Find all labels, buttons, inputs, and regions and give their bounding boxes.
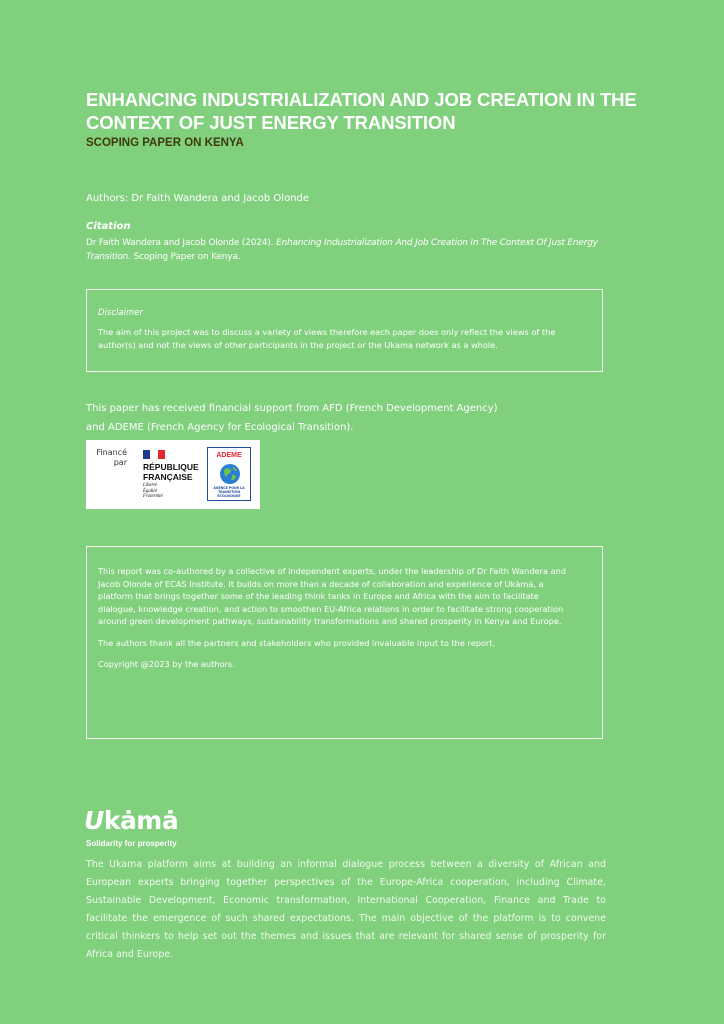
flag-stripe-red	[158, 450, 165, 459]
citation-suffix: . Scoping Paper on Kenya.	[128, 252, 241, 262]
ademe-subtitle	[208, 487, 250, 498]
copyright-text: Copyright @2023 by the authors.	[98, 659, 235, 669]
flag-stripe-blue	[143, 450, 150, 459]
rf-name-line-1: RÉPUBLIQUE	[143, 462, 199, 472]
disclaimer-box	[86, 289, 603, 372]
ademe-sub-line-1: AGENCE POUR LA	[213, 486, 245, 490]
ademe-logo	[207, 447, 251, 501]
republique-francaise-logo	[143, 462, 199, 482]
funder-logos	[86, 440, 260, 509]
rf-motto-line-1: Liberté	[143, 483, 157, 488]
authors-line: Authors: Dr Faith Wandera and Jacob Olonde	[86, 193, 310, 204]
document-title: ENHANCING INDUSTRIALIZATION AND JOB CREATION IN THE CONTEXT OF JUST ENERGY TRANSITION	[86, 89, 637, 133]
ukama-logo-u: U	[84, 806, 104, 835]
flag-stripe-white	[150, 450, 157, 459]
citation-label: Citation	[86, 221, 131, 232]
citation-work: Enhancing Industrialization And Job Creation In The Context Of Just Energy Transition	[86, 238, 598, 262]
report-paragraph-2: The authors thank all the partners and stakeholders who provided invaluable input to the report.	[98, 637, 496, 648]
ukama-logo	[84, 806, 178, 836]
document-subtitle: SCOPING PAPER ON KENYA	[86, 137, 244, 149]
ademe-sub-line-3: ÉCOLOGIQUE	[217, 493, 241, 498]
ukama-tagline: Solidarity for prosperity	[86, 839, 177, 848]
rf-name-line-2: FRANÇAISE	[143, 472, 193, 482]
funding-statement: This paper has received financial support from AFD (French Development Agency) and ADEME (French Agency for Ecological Transition).	[86, 403, 498, 433]
report-paragraph-1: This report was co-authored by a collective of independent experts, under the leadership of Dr Faith Wandera and Jacob Olonde of ECAS Institute. It builds on more than a decade of collaboration and experience of Ukȧmȧ, a platform that brings together some of the leading think tanks in Europe and Africa with the aim to facilitate dialogue, knowledge creation, and action to smoothen EU-Africa relations in order to facilitate strong cooperation around green development pathways, sustainability transformations and shared prosperity in Kenya and Europe.	[98, 566, 566, 626]
ukama-about-text: The Ukama platform aims at building an informal dialogue process between a diversity of African and European experts bringing together perspectives of the Europe-Africa cooperation, including Climate, Sustainable Development, Economic transformation, International Cooperation, Finance and Trade to facilitate the emergence of such shared expectations. The main objective of the platform is to convene critical thinkers to help set out the themes and issues that are relevant for shared sense of prosperity for Africa and Europe.	[86, 859, 606, 960]
globe-icon	[219, 463, 241, 485]
report-info-box	[86, 546, 603, 739]
ademe-sub-line-2: TRANSITION	[218, 489, 240, 494]
rf-motto-line-2: Égalité	[143, 488, 157, 494]
disclaimer-text: The aim of this project was to discuss a variety of views therefore each paper does only reflect the views of the author(s) and not the views of other participants in the project or the Ukama network as a whole.	[98, 327, 556, 350]
ukama-logo-rest: kȧmȧ	[103, 806, 179, 835]
french-flag-icon	[143, 450, 165, 459]
ademe-name: ADEME	[216, 452, 242, 459]
disclaimer-label: Disclaimer	[98, 308, 143, 318]
citation-year: (2024).	[239, 238, 276, 248]
finance-par-label: Financé par	[96, 448, 127, 467]
citation-text	[86, 236, 616, 264]
citation-names: Dr Faith Wandera and Jacob Olonde	[86, 238, 240, 248]
rf-motto	[143, 483, 163, 500]
rf-motto-line-3: Fraternité	[143, 494, 163, 500]
